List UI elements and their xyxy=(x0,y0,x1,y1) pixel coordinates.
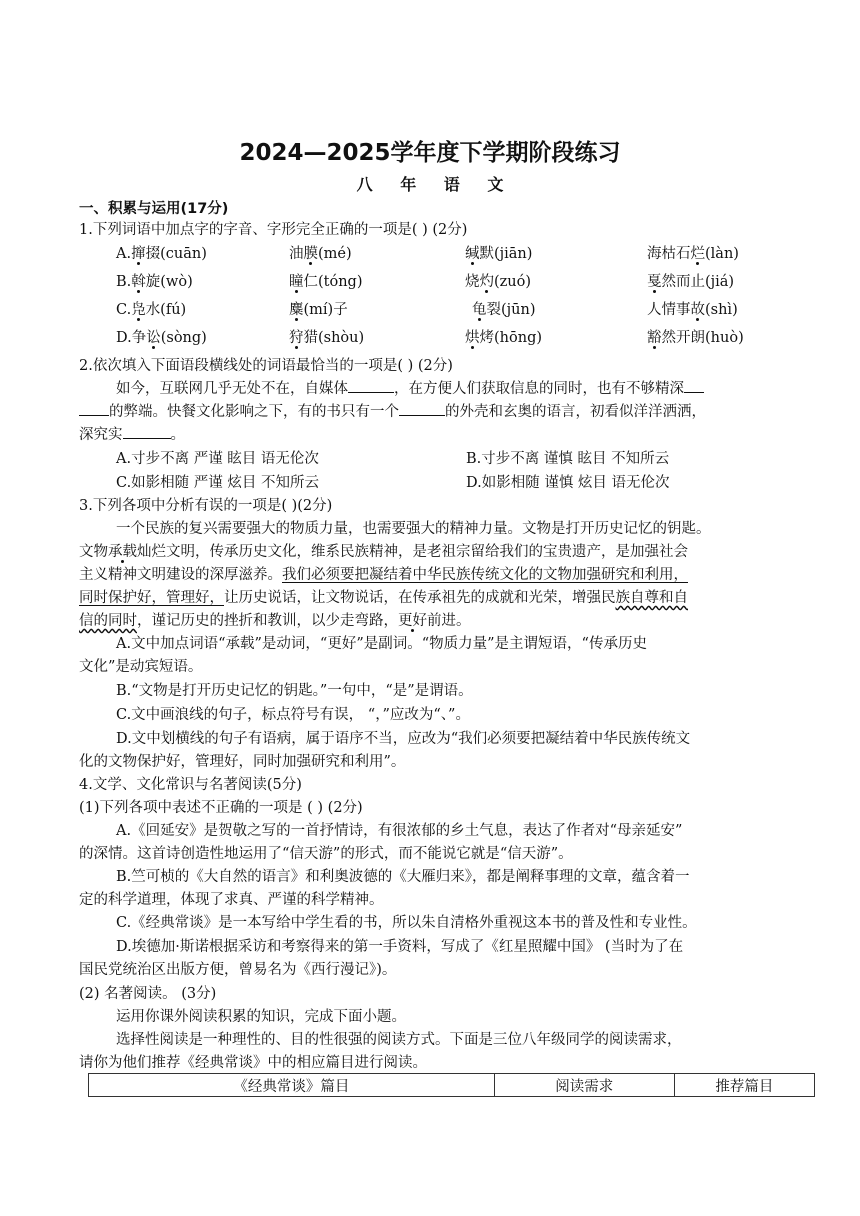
option-word: 然而止(jiá) xyxy=(661,274,735,290)
passage-text: 文物 xyxy=(79,544,108,560)
q1-d-word2 xyxy=(289,328,364,348)
q1-a-word2 xyxy=(289,244,352,264)
option-word: 仁 xyxy=(303,274,318,290)
dotted-char: 烘 xyxy=(465,330,480,346)
q3-option-a-line2: 文化”是动宾短语。 xyxy=(79,659,203,675)
section-heading: 一、积累与运用(17分) xyxy=(79,201,229,217)
option-label: B. xyxy=(116,274,132,290)
passage-text: 前进。 xyxy=(427,613,471,629)
dotted-char: 故 xyxy=(690,302,705,318)
q4-sub2-instruction: 运用你课外阅读积累的知识，完成下面小题。 xyxy=(116,1009,406,1025)
option-word: (zuó) xyxy=(494,274,532,290)
q1-b-word4 xyxy=(647,272,734,292)
option-word: (shì) xyxy=(705,302,738,318)
dotted-char: 戛 xyxy=(647,274,662,290)
q3-passage-line5 xyxy=(79,611,471,631)
wavy-sentence: 族自尊和自 xyxy=(615,590,688,606)
q2-passage-line3 xyxy=(79,424,185,445)
q1-option-c xyxy=(116,300,186,320)
q4-option-a-line1: A.《回延安》是贺敬之写的一首抒情诗，有很浓郁的乡土气息，表达了作者对“母亲延安” xyxy=(116,823,683,839)
option-word: (sòng) xyxy=(160,330,207,346)
q1-c-word2 xyxy=(289,300,348,320)
dotted-char: 烂 xyxy=(690,246,705,262)
option-word: 油 xyxy=(289,246,304,262)
option-word: 猎(shòu) xyxy=(303,330,365,346)
q2-stem: 2.依次填入下面语段横线处的词语最恰当的一项是( ) (2分) xyxy=(79,358,453,374)
option-label: D. xyxy=(116,330,132,346)
option-word: 海枯石 xyxy=(647,246,691,262)
option-word: (làn) xyxy=(705,246,739,262)
q4-option-d-line1: D.埃德加·斯诺根据采访和考察得来的第一手资料，写成了《红星照耀中国》 (当时为了在 xyxy=(116,939,684,955)
option-word: 水(fú) xyxy=(145,302,187,318)
q2-passage-line2 xyxy=(79,401,706,422)
q3-option-d-line1: D.文中划横线的句子有语病，属于语序不当，应改为“我们必须要把凝结着中华民族传统文 xyxy=(116,731,691,747)
q1-stem: 1.下列词语中加点字的字音、字形完全正确的一项是( ) (2分) xyxy=(79,222,468,238)
fill-blank-1[interactable] xyxy=(348,378,394,393)
passage-text: 。 xyxy=(170,427,185,443)
passage-text: 主义精神文明建设的深厚滋养。 xyxy=(79,567,282,583)
wavy-sentence: 信的同时 xyxy=(79,613,137,629)
q4-option-b-line2: 定的科学道理，体现了求真、严谨的科学精神。 xyxy=(79,892,384,908)
q3-option-b: B.“文物是打开历史记忆的钥匙。”一句中，“是”是谓语。 xyxy=(116,683,473,699)
q3-option-a-line1: A.文中加点词语“承载”是动词，“更好”是副词。“物质力量”是主谓短语，“传承历史 xyxy=(116,636,647,652)
q3-passage-line2 xyxy=(79,542,688,562)
passage-text: 的弊端。快餐文化影响之下，有的书只有一个 xyxy=(109,404,399,420)
dotted-word: 更好 xyxy=(398,613,427,629)
reading-table xyxy=(88,1073,815,1097)
option-word: 争 xyxy=(131,330,147,346)
dotted-char: 凫 xyxy=(131,302,146,318)
q4-option-d-line2: 国民党统治区出版方便，曾易名为《西行漫记》)。 xyxy=(79,962,397,978)
q4-option-c: C.《经典常谈》是一本写给中学生看的书，所以朱自清格外重视这本书的普及性和专业性。 xyxy=(116,915,697,931)
option-word: (mé) xyxy=(318,246,352,262)
q3-option-d-line2: 化的文物保护好，管理好，同时加强研究和利用”。 xyxy=(79,754,406,770)
q1-c-word3 xyxy=(472,300,536,320)
q3-passage-line1: 一个民族的复兴需要强大的物质力量，也需要强大的精神力量。文物是打开历史记忆的钥匙。 xyxy=(116,521,711,537)
fill-blank-3[interactable] xyxy=(399,401,445,416)
q1-d-word4 xyxy=(647,328,744,348)
fill-blank-2a[interactable] xyxy=(684,378,704,393)
underlined-sentence: 我们必须要把凝结着中华民族传统文化的文物加强研究和利用， xyxy=(282,567,688,583)
passage-text: 深究实 xyxy=(79,427,123,443)
option-word: 人情事 xyxy=(647,302,691,318)
q1-c-word4 xyxy=(647,300,738,320)
q2-passage-line1 xyxy=(116,378,704,399)
fill-blank-4[interactable] xyxy=(123,424,171,439)
q4-option-a-line2: 的深情。这首诗创造性地运用了“信天游”的形式，而不能说它就是“信天游”。 xyxy=(79,846,573,862)
dotted-char: 膜 xyxy=(303,246,318,262)
passage-text: 灿烂文明，传承历史文化，维系民族精神，是老祖宗留给我们的宝贵遗产，是加强社会 xyxy=(137,544,688,560)
q4-stem: 4.文学、文化常识与名著阅读(5分) xyxy=(79,777,302,793)
option-word: 烤(hōng) xyxy=(479,330,543,346)
underlined-sentence: 同时保护好，管理好， xyxy=(79,590,224,606)
dotted-char: 瞳 xyxy=(289,274,304,290)
q2-option-a: A.寸步不离 严谨 眩目 语无伦次 xyxy=(116,451,319,467)
q3-passage-line3 xyxy=(79,565,688,585)
q3-option-c: C.文中画浪线的句子，标点符号有误， “，”应改为“、”。 xyxy=(116,707,470,723)
dotted-char: 缄 xyxy=(465,246,480,262)
dotted-char: 龟 xyxy=(472,302,487,318)
q2-option-b: B.寸步不离 谨慎 眩目 不知所云 xyxy=(466,451,670,467)
q4-option-b-line1: B.竺可桢的《大自然的语言》和利奥波德的《大雁归来》，都是阐释事理的文章，蕴含着一 xyxy=(116,869,690,885)
option-word: 默(jiān) xyxy=(479,246,533,262)
table-header-cell: 阅读需求 xyxy=(494,1074,674,1097)
page-title: 2024—2025学年度下学期阶段练习 xyxy=(239,140,621,166)
dotted-word: 承载 xyxy=(108,544,137,560)
dotted-char: 狩 xyxy=(289,330,304,346)
dotted-char: 斡 xyxy=(131,274,146,290)
q1-d-word3 xyxy=(465,328,542,348)
q4-sub1-stem: (1)下列各项中表述不正确的一项是 ( ) (2分) xyxy=(79,800,363,816)
q1-option-d xyxy=(116,328,207,348)
passage-text: ，在方便人们获取信息的同时，也有不够精深 xyxy=(394,381,684,397)
dotted-char: 撺 xyxy=(131,246,146,262)
q3-stem: 3.下列各项中分析有误的一项是( )(2分) xyxy=(79,498,333,514)
passage-text: 的外壳和玄奥的语言，初看似洋洋洒洒， xyxy=(445,404,706,420)
table-header-row xyxy=(89,1074,815,1097)
q2-option-c: C.如影相随 严谨 炫目 不知所云 xyxy=(116,475,320,491)
passage-text: ，谨记历史的挫折和教训，以少走弯路， xyxy=(137,613,398,629)
dotted-char: 灼 xyxy=(479,274,494,290)
option-word: 旋(wò) xyxy=(145,274,193,290)
q1-b-word3 xyxy=(465,272,531,292)
q1-option-a xyxy=(116,244,207,264)
q1-a-word3 xyxy=(465,244,532,264)
q1-b-word2 xyxy=(289,272,363,292)
q4-sub2-intro-line2: 请你为他们推荐《经典常谈》中的相应篇目进行阅读。 xyxy=(79,1055,427,1071)
option-word: (tóng) xyxy=(318,274,363,290)
passage-text: 如今，互联网几乎无处不在，自媒体 xyxy=(116,381,348,397)
dotted-char: 麋 xyxy=(289,302,304,318)
q3-passage-line4 xyxy=(79,588,688,608)
dotted-char: 讼 xyxy=(146,330,161,346)
table-header-cell: 推荐篇目 xyxy=(674,1074,814,1097)
q1-option-b xyxy=(116,272,193,292)
q1-a-word4 xyxy=(647,244,739,264)
option-label: C. xyxy=(116,302,132,318)
option-word: (mí)子 xyxy=(303,302,348,318)
option-word: 掇(cuān) xyxy=(145,246,207,262)
table-header-cell: 《经典常谈》篇目 xyxy=(89,1074,495,1097)
page-subtitle: 八 年 语 文 xyxy=(356,175,504,194)
option-label: A. xyxy=(116,246,132,262)
option-word: 然开朗(huò) xyxy=(661,330,744,346)
fill-blank-2b[interactable] xyxy=(79,401,109,416)
dotted-char: 豁 xyxy=(647,330,662,346)
q4-sub2-intro-line1: 选择性阅读是一种理性的、目的性很强的阅读方式。下面是三位八年级同学的阅读需求， xyxy=(116,1032,682,1048)
option-word: 烧 xyxy=(465,274,480,290)
q2-option-d: D.如影相随 谨慎 炫目 语无伦次 xyxy=(466,475,670,491)
option-word: 裂(jūn) xyxy=(486,302,536,318)
q4-sub2-stem: (2) 名著阅读。 (3分) xyxy=(79,986,217,1002)
passage-text: 让历史说话，让文物说话，在传承祖先的成就和光荣，增强民 xyxy=(224,590,616,606)
